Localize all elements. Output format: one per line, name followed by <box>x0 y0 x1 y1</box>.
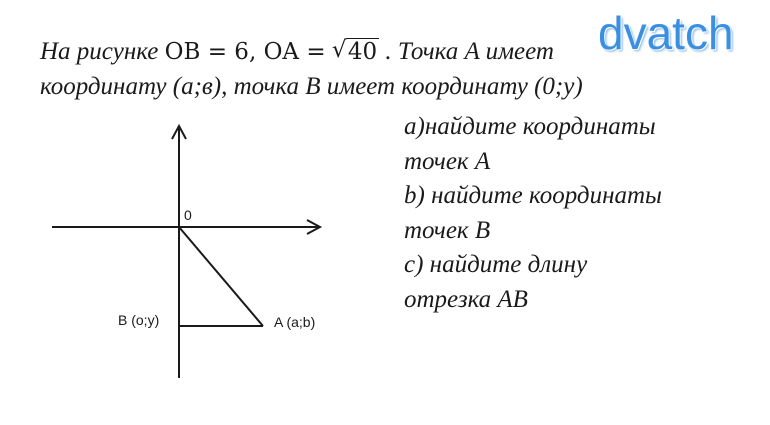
point-b-label: B (o;y) <box>118 312 160 328</box>
task-c-line-2: отрезка AB <box>404 285 528 313</box>
task-b-line-1: b) найдите координаты <box>404 182 662 209</box>
sqrt-sign-icon: √ <box>331 37 347 63</box>
problem-statement-line-2: координату (a;в), точка B имеет координату (0;y) <box>40 73 583 100</box>
problem-intro: На рисунке <box>40 38 159 65</box>
segment-oa <box>179 227 263 326</box>
task-a-line-1: a)найдите координаты <box>404 113 656 140</box>
problem-point-a: . Точка A имеет <box>385 38 554 65</box>
task-c-line-1: c) найдите длину <box>404 251 588 278</box>
watermark-logo: dvatch <box>598 7 734 59</box>
task-list <box>404 110 662 317</box>
sqrt-value: 40 <box>347 39 378 65</box>
task-a-line-2: точек A <box>404 147 491 175</box>
segment-lengths: OB = 6, OA = <box>164 39 326 65</box>
point-a-label: A (a;b) <box>274 314 316 330</box>
origin-label: 0 <box>184 207 192 223</box>
task-b-line-2: точек B <box>404 216 491 244</box>
